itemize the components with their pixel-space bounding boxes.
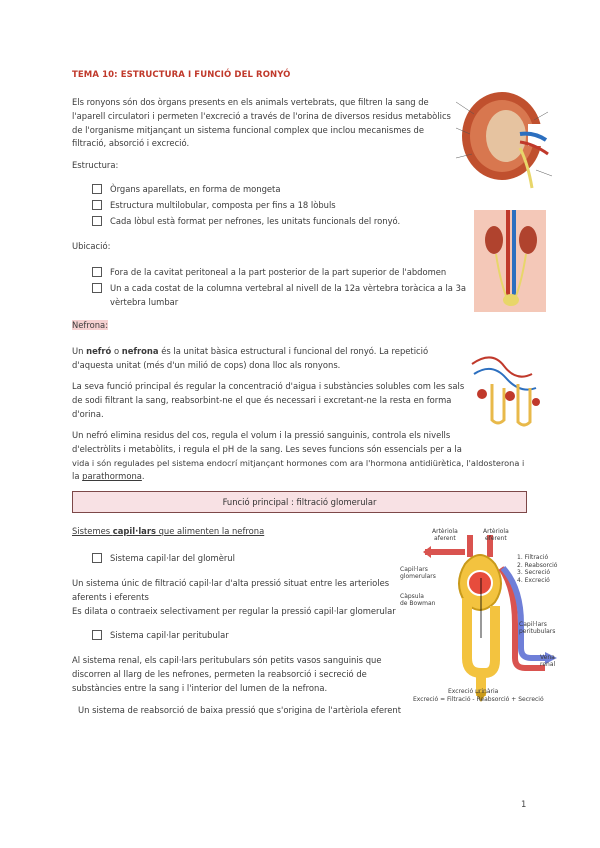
kidney-figure bbox=[448, 84, 564, 190]
label-arteriola-eferent: Artèriola eferent bbox=[483, 528, 509, 542]
reabsorcio-text: Un sistema de reabsorció de baixa pressió que s'origina de l'artèriola eferent bbox=[78, 705, 402, 715]
label-excrecio-urinaria: Excreció urinària bbox=[448, 688, 499, 695]
steps-list: 1. Filtració 2. Reabsorció 3. Secreció 4. Excreció bbox=[517, 554, 558, 584]
glomerul-paragraph: Un sistema únic de filtració capil·lar d'alta pressió situat entre les arterioles aferents i eferents Es dilata o contraeix selectivament per regular la pressió capil·lar glomerular bbox=[72, 578, 396, 616]
peritubular-paragraph: Al sistema renal, els capil·lars peritubulars són petits vasos sanguinis que discorren al llarg de les nefrones, permeten la reabsorció i secreció de substàncies entre la sang i l'interior del lumen de la nefrona. bbox=[72, 655, 382, 693]
glomerulus bbox=[468, 571, 492, 595]
peritubular-item[interactable]: Sistema capil·lar peritubular bbox=[92, 628, 229, 642]
estructura-heading: Estructura: bbox=[72, 160, 119, 170]
nefrona-heading: Nefrona: bbox=[72, 320, 109, 330]
parathormona-link[interactable]: parathormona bbox=[82, 471, 142, 482]
ubicacio-heading: Ubicació: bbox=[72, 241, 111, 251]
page-number: 1 bbox=[521, 799, 527, 809]
label-vena-renal: Vena renal bbox=[540, 654, 556, 668]
excretion-formula: Excreció = Filtració - Reabsorció + Secreció bbox=[413, 696, 544, 703]
bladder bbox=[503, 294, 519, 306]
urinary-system-figure bbox=[474, 210, 546, 312]
checkbox[interactable] bbox=[92, 200, 102, 210]
checkbox[interactable] bbox=[92, 184, 102, 194]
label-capsula-bowman: Càpsula de Bowman bbox=[400, 593, 436, 607]
nefrona-paragraph-1: Un nefró o nefrona és la unitat bàsica estructural i funcional del ronyó. La repetició d'aquesta unitat (més d'un milió de cops) dona lloc als ronyons. bbox=[72, 346, 429, 370]
nefrona-paragraph-2: La seva funció principal és regular la concentració d'aigua i substàncies solubles com les sals de sodi filtrant la sang, reabsorbint-ne el que és necessari i excretant-ne la resta en forma d'orina. bbox=[72, 381, 465, 419]
glomerul-item[interactable]: Sistema capil·lar del glomèrul bbox=[92, 551, 235, 565]
estructura-item-1[interactable]: Òrgans aparellats, en forma de mongeta bbox=[92, 182, 280, 196]
checkbox[interactable] bbox=[92, 216, 102, 226]
label-capil-peritubulars: Capil·lars peritubulars bbox=[519, 621, 556, 635]
right-kidney bbox=[519, 226, 537, 254]
checkbox[interactable] bbox=[92, 553, 102, 563]
left-kidney bbox=[485, 226, 503, 254]
intro-paragraph: Els ronyons són dos òrgans presents en els animals vertebrats, que filtren la sang de l'aparell circulatori i permeten l'excreció a través de l'orina de diversos residus metabòlics de l'organisme mitjançant un sistema funcional complex que inclou mecanismes de filtració, absorció i excreció. bbox=[72, 97, 451, 149]
page-title: TEMA 10: ESTRUCTURA I FUNCIÓ DEL RONYÓ bbox=[72, 70, 291, 80]
nefrona-paragraph-3: Un nefró elimina residus del cos, regula el volum i la pressió sanguinis, controla els nivells d'electròlits i metabòlits, i regula el pH de la sang. Les seves funcions són essencials per a la vida i són regulades pel sistema endocrí mitjançant hormones com ara l'hormona antidiürètica, l'aldosterona i la parathormona. bbox=[72, 430, 525, 482]
label-arteriola-aferent: Artèriola aferent bbox=[432, 528, 458, 542]
sistemes-heading: Sistemes capil·lars que alimenten la nefrona bbox=[72, 526, 265, 536]
ubicacio-item-1[interactable]: Fora de la cavitat peritoneal a la part posterior de la part superior de l'abdomen bbox=[92, 265, 446, 279]
label-capil-glomerulars: Capil·lars glomerulars bbox=[400, 566, 436, 580]
ubicacio-item-2[interactable]: Un a cada costat de la columna vertebral al nivell de la 12a vèrtebra toràcica a la 3a vèrtebra lumbar bbox=[92, 281, 466, 309]
checkbox[interactable] bbox=[92, 630, 102, 640]
checkbox[interactable] bbox=[92, 267, 102, 277]
estructura-item-3[interactable]: Cada lòbul està format per nefrones, les unitats funcionals del ronyó. bbox=[92, 214, 400, 228]
kidney-medulla bbox=[486, 110, 526, 162]
estructura-item-2[interactable]: Estructura multilobular, composta per fins a 18 lòbuls bbox=[92, 198, 336, 212]
main-function-banner: Funció principal : filtració glomerular bbox=[72, 491, 527, 513]
nephron-figure bbox=[462, 344, 548, 428]
checkbox[interactable] bbox=[92, 283, 102, 293]
